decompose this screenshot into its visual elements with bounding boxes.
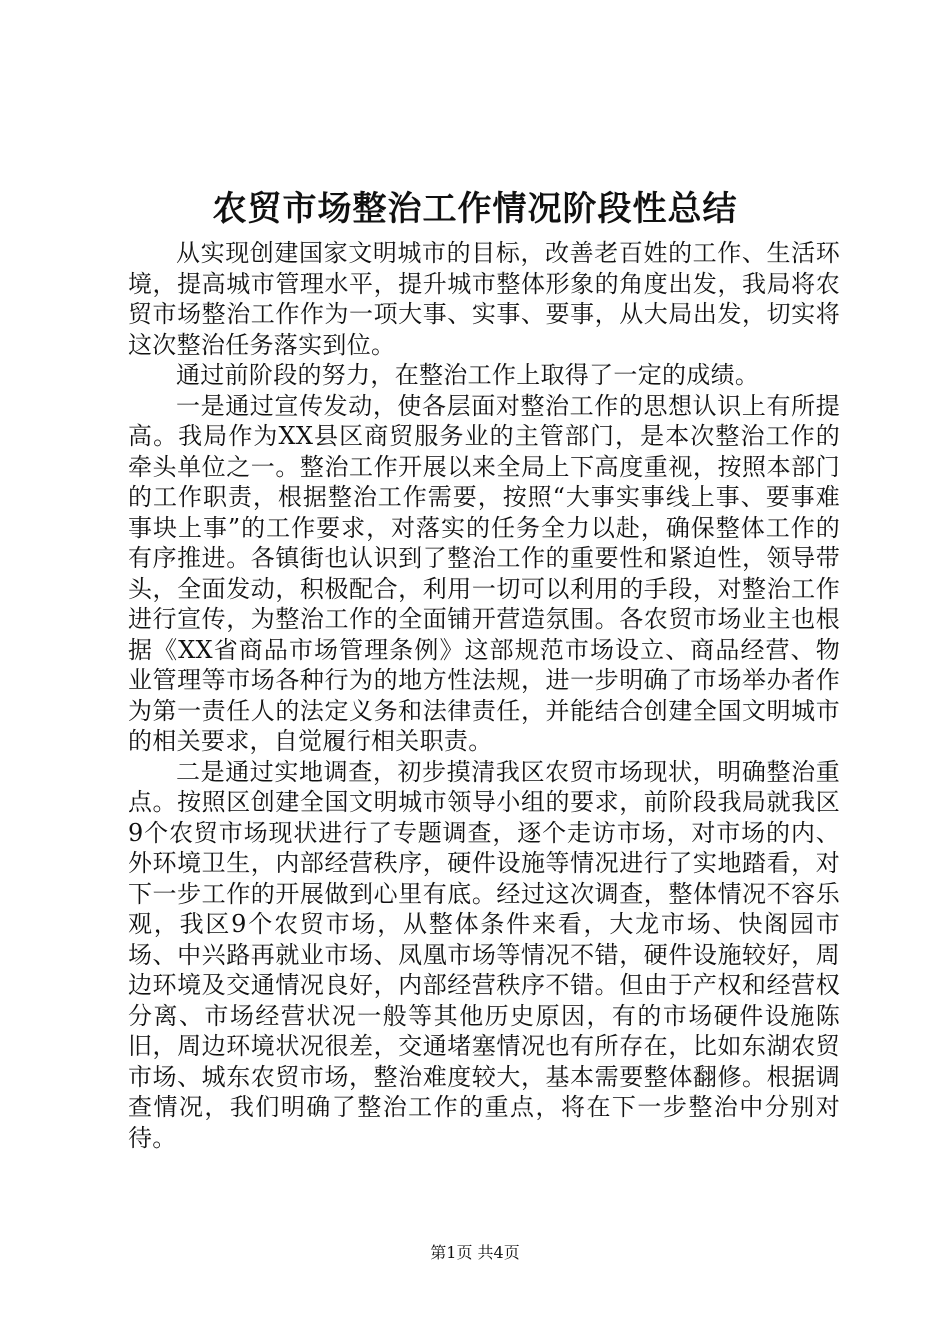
paragraph-intro: 从实现创建国家文明城市的目标，改善老百姓的工作、生活环境，提高城市管理水平，提升城市整体形象的角度出发，我局将农贸市场整治工作作为一项大事、实事、要事，从大局出发，切实将这次整治任务落实到位。 [128, 239, 840, 359]
paragraph-point-one: 一是通过宣传发动，使各层面对整治工作的思想认识上有所提高。我局作为XX县区商贸服务业的主管部门，是本次整治工作的牵头单位之一。整治工作开展以来全局上下高度重视，按照本部门的工作职责，根据整治工作需要，按照“大事实事线上事、要事难事块上事”的工作要求，对落实的任务全力以赴，确保整体工作的有序推进。各镇街也认识到了整治工作的重要性和紧迫性，领导带头，全面发动，积极配合，利用一切可以利用的手段，对整治工作进行宣传，为整治工作的全面铺开营造氛围。各农贸市场业主也根据《XX省商品市场管理条例》这部规范市场设立、商品经营、物业管理等市场各种行为的地方性法规，进一步明确了市场举办者作为第一责任人的法定义务和法律责任，并能结合创建全国文明城市的相关要求，自觉履行相关职责。 [128, 391, 840, 755]
paragraph-achievements: 通过前阶段的努力，在整治工作上取得了一定的成绩。 [176, 361, 760, 389]
paragraph-point-two: 二是通过实地调查，初步摸清我区农贸市场现状，明确整治重点。按照区创建全国文明城市领导小组的要求，前阶段我局就我区9个农贸市场现状进行了专题调查，逐个走访市场，对市场的内、外环境卫生，内部经营秩序，硬件设施等情况进行了实地踏看，对下一步工作的开展做到心里有底。经过这次调查，整体情况不容乐观，我区9个农贸市场，从整体条件来看，大龙市场、快阁园市场、中兴路再就业市场、凤凰市场等情况不错，硬件设施较好，周边环境及交通情况良好，内部经营秩序不错。但由于产权和经营权分离、市场经营状况一般等其他历史原因，有的市场硬件设施陈旧，周边环境状况很差，交通堵塞情况也有所存在，比如东湖农贸市场、城东农贸市场，整治难度较大，基本需要整体翻修。根据调查情况，我们明确了整治工作的重点，将在下一步整治中分别对待。 [128, 757, 840, 1152]
document-body [128, 238, 840, 1153]
document-title: 农贸市场整治工作情况阶段性总结 [212, 189, 738, 229]
page-footer: 第1页 共4页 [430, 1243, 520, 1262]
